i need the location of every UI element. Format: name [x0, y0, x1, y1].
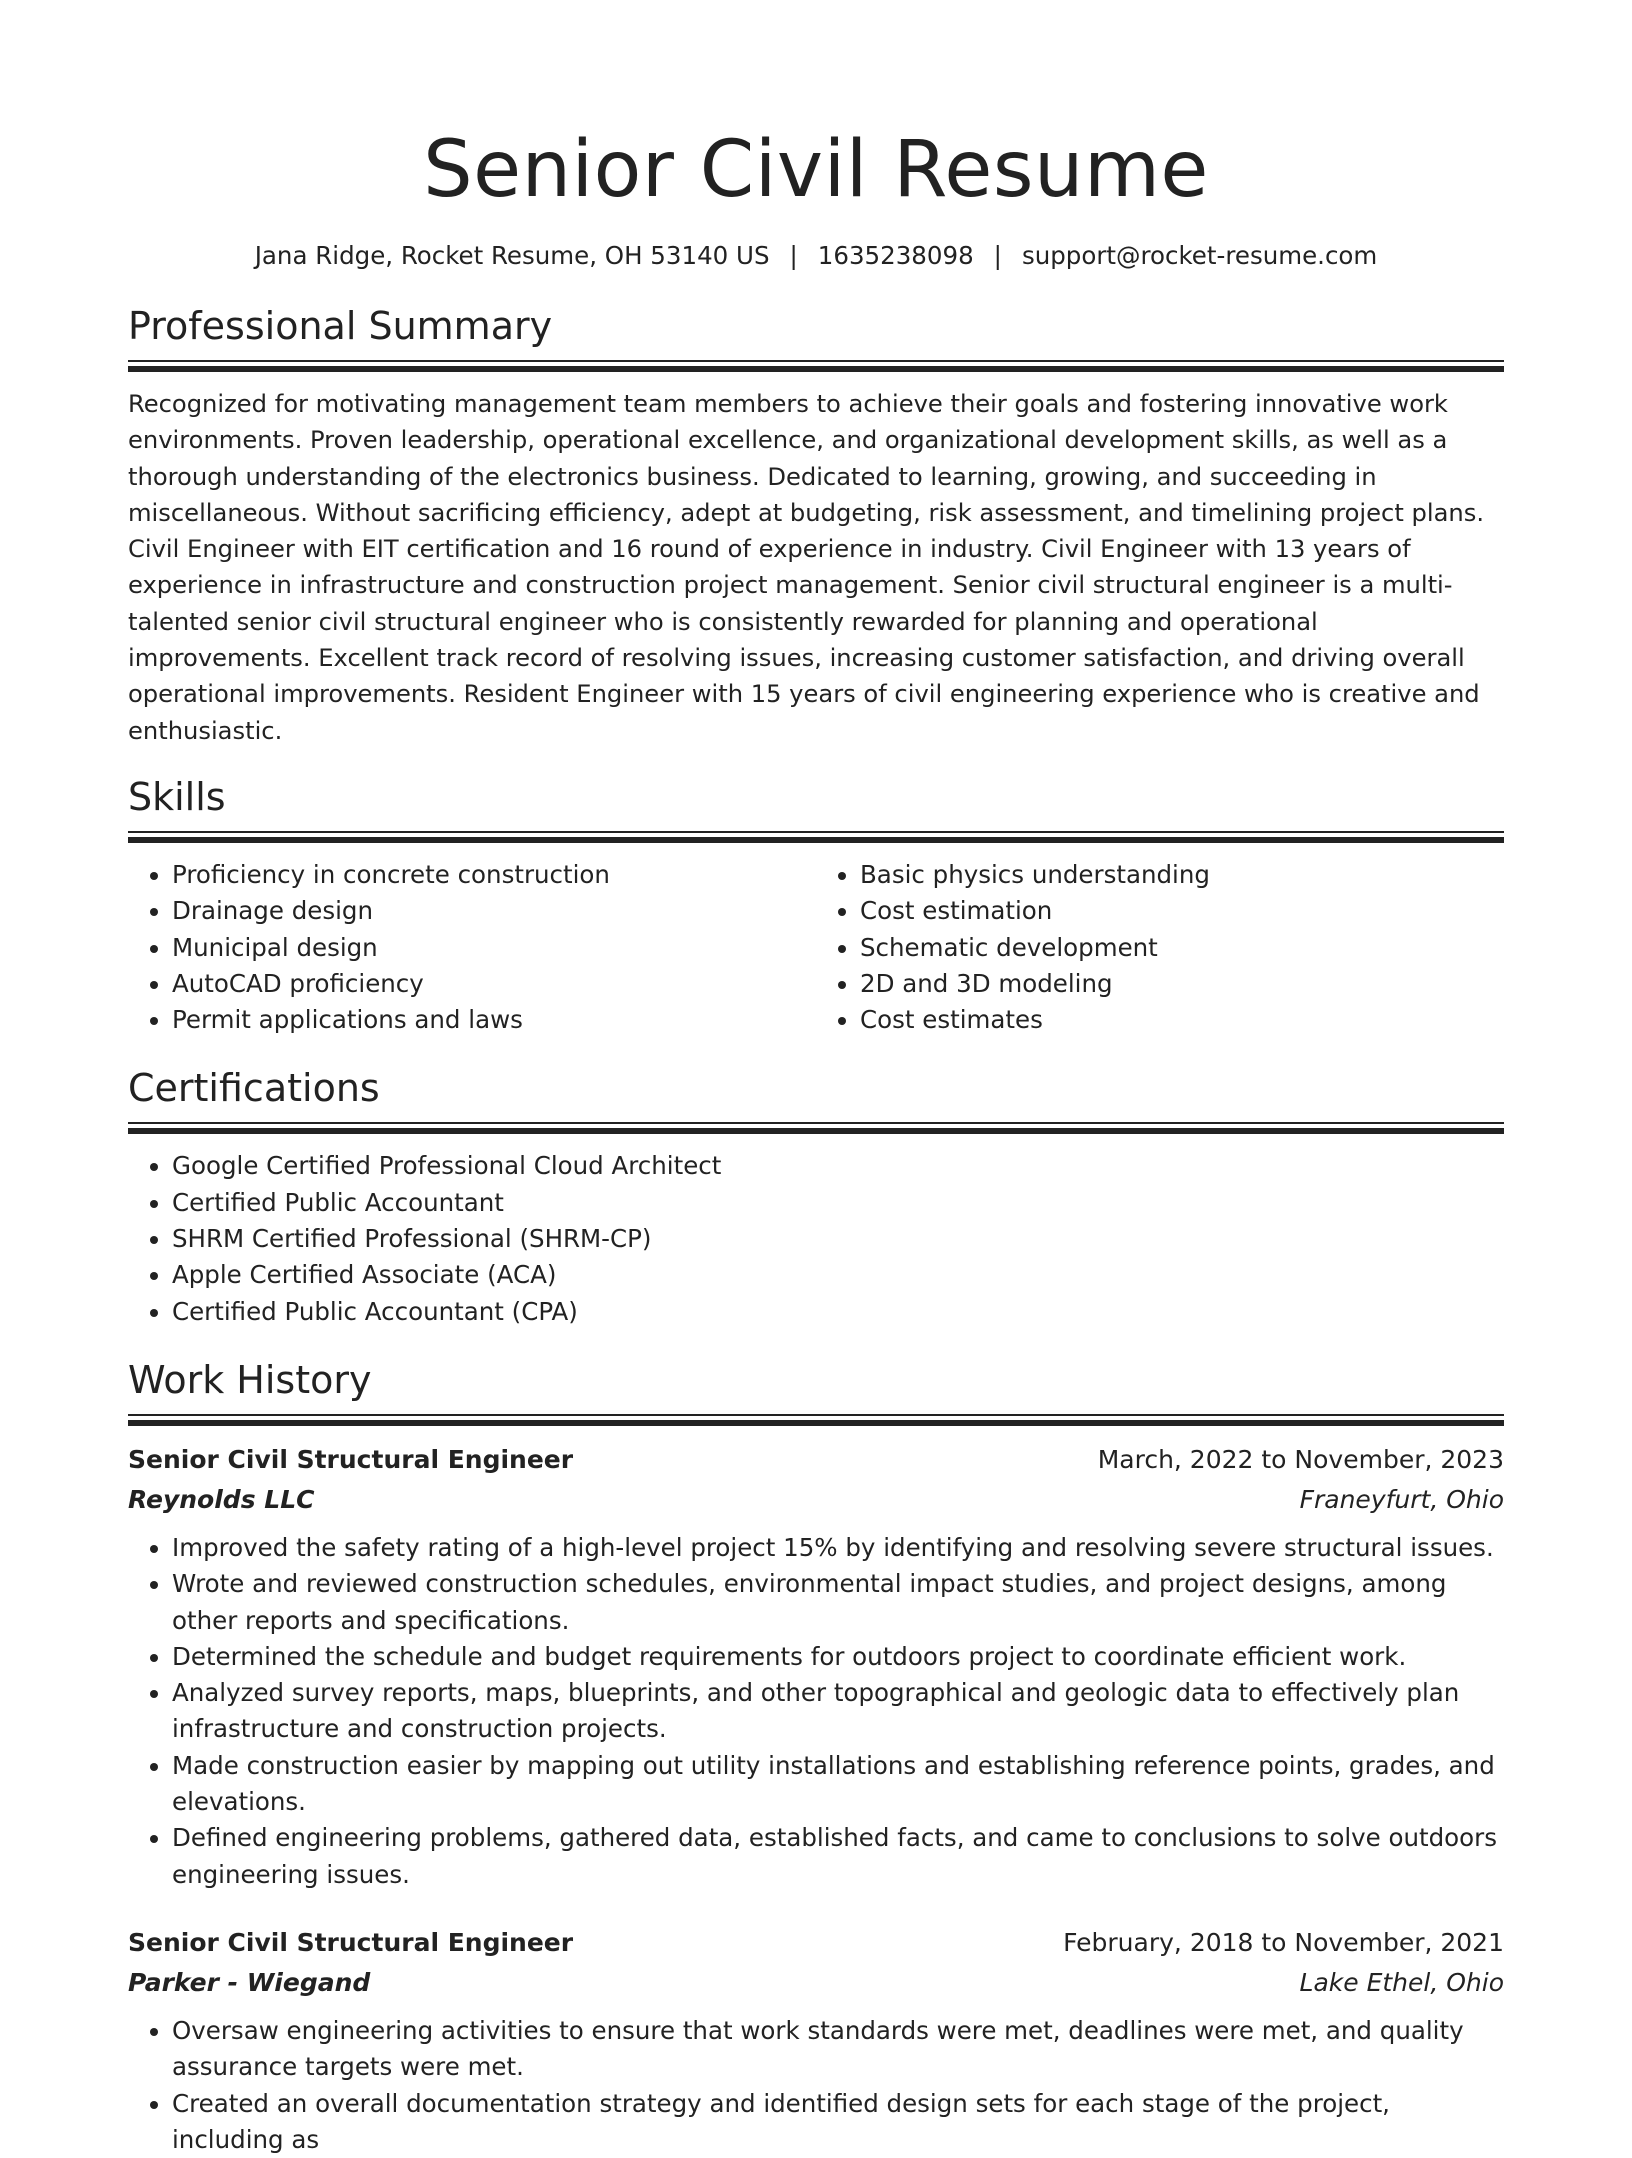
job-bullets [128, 1530, 1504, 1893]
skill-item: • Schematic development [860, 930, 1504, 966]
job-title: Senior Civil Structural Engineer [128, 1440, 573, 1480]
work-history-heading: Work History [128, 1356, 1504, 1404]
section-divider [128, 831, 1504, 843]
job-header-row [128, 1923, 1504, 1963]
skill-item: • Drainage design [172, 893, 816, 929]
job-dates: March, 2022 to November, 2023 [1098, 1440, 1504, 1480]
resume-title: Senior Civil Resume [128, 120, 1504, 220]
certifications-heading: Certifications [128, 1064, 1504, 1112]
certifications-section [128, 1064, 1504, 1329]
section-divider [128, 360, 1504, 372]
certification-item: • Google Certified Professional Cloud Architect [172, 1148, 1504, 1184]
job-bullet: • Wrote and reviewed construction schedules, environmental impact studies, and project designs, among other reports and specifications. [172, 1566, 1504, 1639]
job-entry [128, 1440, 1504, 1893]
contact-email: support@rocket-resume.com [1022, 241, 1377, 270]
job-company-row [128, 1963, 1504, 2003]
contact-separator: | [790, 240, 798, 272]
section-divider [128, 1414, 1504, 1426]
certification-item: • SHRM Certified Professional (SHRM-CP) [172, 1221, 1504, 1257]
certification-item: • Certified Public Accountant (CPA) [172, 1294, 1504, 1330]
job-bullet: • Defined engineering problems, gathered data, established facts, and came to conclusions to solve outdoors engineering issues. [172, 1820, 1504, 1893]
work-history-section [128, 1356, 1504, 2158]
job-title: Senior Civil Structural Engineer [128, 1923, 573, 1963]
summary-section [128, 302, 1504, 749]
certifications-list [128, 1148, 1504, 1329]
job-bullets [128, 2013, 1504, 2158]
skills-section [128, 773, 1504, 1038]
job-bullet: • Oversaw engineering activities to ensure that work standards were met, deadlines were met, and quality assurance targets were met. [172, 2013, 1504, 2086]
skill-item: • Proficiency in concrete construction [172, 857, 816, 893]
job-location: Franeyfurt, Ohio [1300, 1480, 1504, 1520]
job-company-row [128, 1480, 1504, 1520]
summary-heading: Professional Summary [128, 302, 1504, 350]
certification-item: • Certified Public Accountant [172, 1185, 1504, 1221]
skills-heading: Skills [128, 773, 1504, 821]
contact-line [128, 240, 1504, 272]
job-bullet: • Analyzed survey reports, maps, blueprints, and other topographical and geologic data to effectively plan infrastructure and construction projects. [172, 1675, 1504, 1748]
job-company: Parker - Wiegand [128, 1963, 370, 2003]
job-bullet: • Created an overall documentation strategy and identified design sets for each stage of the project, including as [172, 2086, 1504, 2158]
skill-item: • Basic physics understanding [860, 857, 1504, 893]
job-company: Reynolds LLC [128, 1480, 315, 1520]
skill-item: • Cost estimates [860, 1002, 1504, 1038]
skills-left-list [128, 857, 816, 1038]
resume-page [128, 0, 1504, 2158]
summary-text: Recognized for motivating management team members to achieve their goals and fostering innovative work environments. Proven leadership, operational excellence, and organizational development skills, as well as a thorough understanding of the electronics business. Dedicated to learning, growing, and succeeding in miscellaneous. Without sacrificing efficiency, adept at budgeting, risk assessment, and timelining project plans. Civil Engineer with EIT certification and 16 round of experience in industry. Civil Engineer with 13 years of experience in infrastructure and construction project management. Senior civil structural engineer is a multi-talented senior civil structural engineer who is consistently rewarded for planning and operational improvements. Excellent track record of resolving issues, increasing customer satisfaction, and driving overall operational improvements. Resident Engineer with 15 years of civil engineering experience who is creative and enthusiastic. [128, 386, 1504, 749]
job-header-row [128, 1440, 1504, 1480]
job-dates: February, 2018 to November, 2021 [1063, 1923, 1504, 1963]
skill-item: • AutoCAD proficiency [172, 966, 816, 1002]
job-location: Lake Ethel, Ohio [1300, 1963, 1504, 2003]
job-bullet: • Determined the schedule and budget requirements for outdoors project to coordinate efficient work. [172, 1639, 1504, 1675]
job-entry [128, 1923, 1504, 2158]
certification-item: • Apple Certified Associate (ACA) [172, 1257, 1504, 1293]
contact-address: Jana Ridge, Rocket Resume, OH 53140 US [255, 241, 770, 270]
contact-separator: | [994, 240, 1002, 272]
skill-item: • Municipal design [172, 930, 816, 966]
contact-phone: 1635238098 [818, 241, 974, 270]
job-bullet: • Improved the safety rating of a high-level project 15% by identifying and resolving severe structural issues. [172, 1530, 1504, 1566]
skills-right-list [816, 857, 1504, 1038]
skills-columns [128, 857, 1504, 1038]
skill-item: • Cost estimation [860, 893, 1504, 929]
skill-item: • Permit applications and laws [172, 1002, 816, 1038]
section-divider [128, 1122, 1504, 1134]
skill-item: • 2D and 3D modeling [860, 966, 1504, 1002]
job-bullet: • Made construction easier by mapping out utility installations and establishing reference points, grades, and elevations. [172, 1748, 1504, 1821]
